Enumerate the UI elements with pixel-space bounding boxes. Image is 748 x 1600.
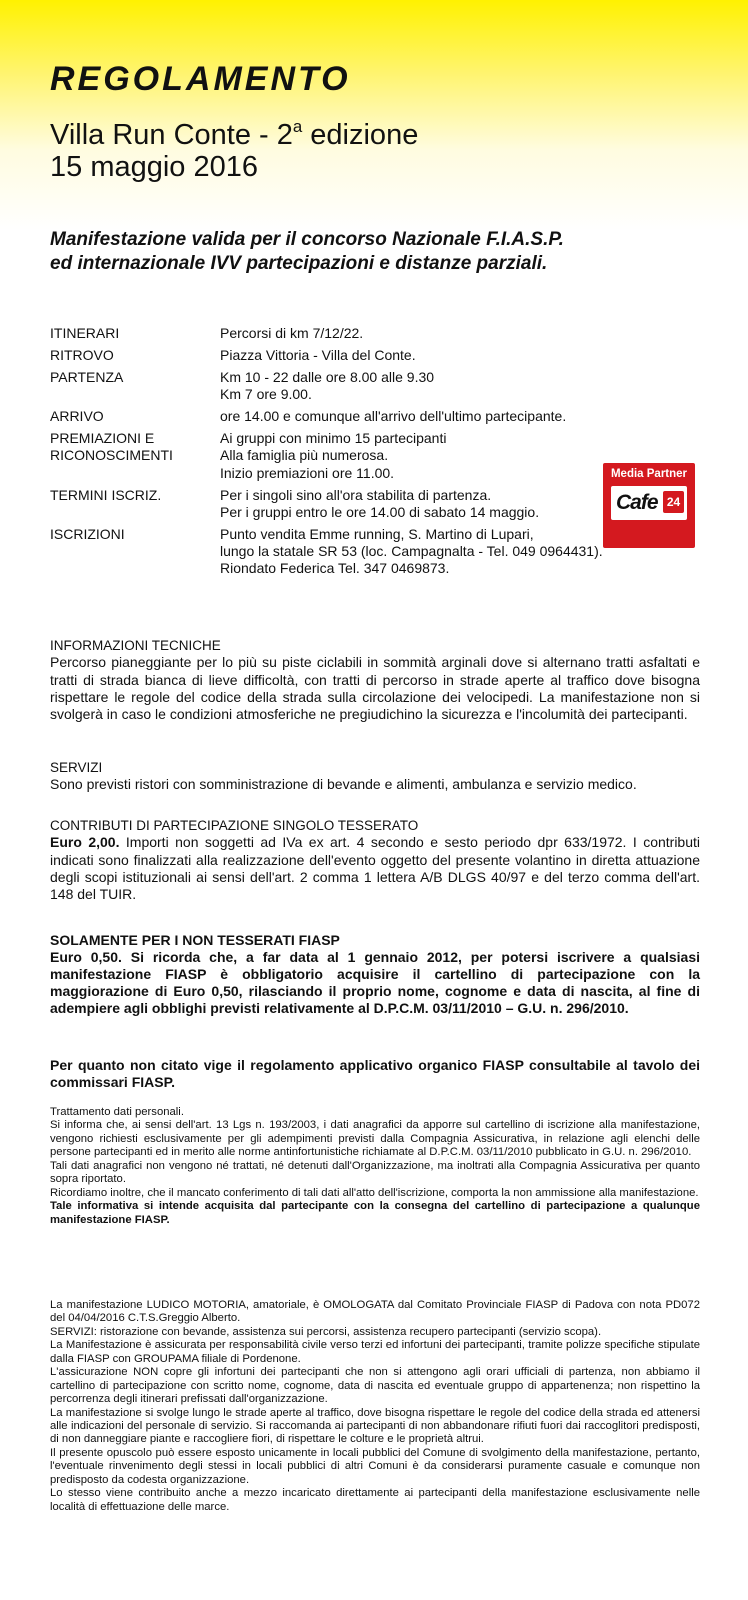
event-name-line (50, 118, 418, 151)
footer-note: La Manifestazione è assicurata per responsabilità civile verso terzi ed infortuni dei partecipanti, tramite polizze specifiche stipulate dalla FIASP con GROUPAMA filiale di Pordenone. (50, 1339, 700, 1365)
info-label (50, 347, 220, 364)
privacy-paragraph: Tali dati anagrafici non vengono né trattati, né detenuti dall'Organizzazione, ma inoltrati alla Compagnia Assicurativa per quanto sopra riportato. (50, 1159, 700, 1186)
info-value (220, 347, 700, 364)
footer-note: L'assicurazione NON copre gli infortuni dei partecipanti che non si attengono agli orari ufficiali di partenza, non abbiamo il cartellino di partecipazione con scritto nome, cognome, data di nascita ed eventuale gruppo di appartenenza; non rispettino la percorrenza degli itinerari prefissati dall'organizzazione. (50, 1366, 700, 1406)
label-line: PREMIAZIONI E (50, 430, 155, 447)
privacy-paragraph: Ricordiamo inoltre, che il mancato conferimento di tali dati all'atto dell'iscrizione, comporta la non ammissione alla manifestazione. (50, 1186, 699, 1199)
info-row-ritrovo (50, 347, 700, 364)
footer-note: Il presente opuscolo può essere esposto unicamente in locali pubblici del Comune di svolgimento della manifestazione, pertanto, l'eventuale rinvenimento degli stessi in locali pubblici di altri Comuni è da considerarsi puramente casuale e comunque non predisposto da codesta organizzazione. (50, 1446, 700, 1486)
value-line: Inizio premiazioni ore 11.00. (220, 464, 395, 481)
section-body (50, 834, 700, 902)
cafe24-logo-number: 24 (663, 491, 684, 513)
value-line: Riondato Federica Tel. 347 0469873. (220, 559, 450, 576)
cafe24-logo (611, 486, 687, 520)
footer-notes (50, 1299, 700, 1514)
label-line: ARRIVO (50, 408, 104, 425)
validity-line-2: ed internazionale IVV partecipazioni e distanze parziali. (50, 253, 548, 275)
value-line: Punto vendita Emme running, S. Martino di Lupari, (220, 525, 534, 542)
edition-word: edizione (302, 118, 419, 151)
edition-superscript: a (292, 117, 303, 136)
info-label (50, 430, 220, 481)
info-row-partenza (50, 369, 700, 403)
privacy-paragraph: Si informa che, ai sensi dell'art. 13 Lgs n. 193/2003, i dati anagrafici da apporre sul cartellino di iscrizione alla manifestazione, vengono richiesti esclusivamente per gli adempimenti previsti dalla Compagnia Assicurativa, in relazione agli elenchi delle persone partecipanti ed in merito alle norme antinfortunistiche richiamate al D.P.C.M. 03/11/2010 pubblicato in G.U. n. 296/2010. (50, 1119, 700, 1159)
value-line: Percorsi di km 7/12/22. (220, 325, 364, 341)
info-value (220, 369, 700, 403)
section-body: Euro 0,50. Si ricorda che, a far data al 1 gennaio 2012, per potersi iscrivere a qualsiasi manifestazione FIASP è obbligatorio acquisire il cartellino di partecipazione con la maggiorazione di Euro 0,50, rilasciando il proprio nome, cognome e data di nascita, al fine di adempiere agli obblighi previsti relativamente al D.P.C.M. 03/11/2010 – G.U. n. 296/2010. (50, 949, 700, 1017)
footer-note: SERVIZI: ristorazione con bevande, assistenza sui percorsi, assistenza recupero partecipanti (servizio scopa). (50, 1325, 602, 1338)
value-line: Per i gruppi entro le ore 14.00 di sabato 14 maggio. (220, 503, 540, 520)
info-row-itinerari (50, 325, 700, 342)
section-contributi (50, 818, 700, 903)
section-heading: SOLAMENTE PER I NON TESSERATI FIASP (50, 932, 340, 948)
section-heading: CONTRIBUTI DI PARTECIPAZIONE SINGOLO TESSERATO (50, 818, 419, 833)
value-line: Km 7 ore 9.00. (220, 386, 312, 403)
event-date: 15 maggio 2016 (50, 151, 258, 184)
info-row-arrivo (50, 408, 700, 425)
footer-note: La manifestazione si svolge lungo le strade aperte al traffico, dove bisogna rispettare le regole del codice della strada ed attenersi alle indicazioni del personale di servizio. Si raccomanda ai partecipanti di non abbandonare rifiuti fuori dai raccoglitori predisposti, di non danneggiare piante e raccogliere fiori, di rispettare le colture e le proprietà altrui. (50, 1406, 700, 1446)
value-line: Km 10 - 22 dalle ore 8.00 alle 9.30 (220, 369, 435, 386)
info-label (50, 487, 220, 521)
value-line: Ai gruppi con minimo 15 partecipanti (220, 430, 447, 447)
privacy-paragraph: Trattamento dati personali. (50, 1106, 184, 1118)
event-header (50, 118, 418, 184)
section-servizi (50, 760, 700, 794)
section-non-tesserati (50, 932, 700, 1017)
event-name: Villa Run Conte - 2 (50, 118, 293, 151)
info-label (50, 526, 220, 577)
info-label (50, 408, 220, 425)
info-value (220, 325, 700, 342)
info-label (50, 369, 220, 403)
info-label (50, 325, 220, 342)
contributo-amount: Euro 2,00. (50, 834, 120, 851)
media-partner-label: Media Partner (610, 468, 688, 480)
validity-statement (50, 228, 700, 276)
document-title: REGOLAMENTO (50, 60, 351, 98)
label-line: RICONOSCIMENTI (50, 447, 173, 464)
label-line: ITINERARI (50, 325, 120, 341)
info-value (220, 408, 700, 425)
regolamento-note (50, 1057, 700, 1091)
value-line: Alla famiglia più numerosa. (220, 447, 389, 464)
value-line: Per i singoli sino all'ora stabilita di partenza. (220, 486, 492, 503)
value-line: Piazza Vittoria - Villa del Conte. (220, 347, 416, 364)
validity-line-1: Manifestazione valida per il concorso Nazionale F.I.A.S.P. (50, 229, 564, 250)
label-line: RITROVO (50, 347, 114, 364)
label-line: TERMINI ISCRIZ. (50, 486, 162, 503)
media-partner-badge (603, 463, 695, 548)
value-line: lungo la statale SR 53 (loc. Campagnalta - Tel. 049 0964431). (220, 542, 603, 559)
regolamento-note-text: Per quanto non citato vige il regolamento applicativo organico FIASP consultabile al tavolo dei commissari FIASP. (50, 1057, 700, 1091)
privacy-paragraph-bold: Tale informativa si intende acquisita dal partecipante con la consegna del cartellino di partecipazione a qualunque manifestazione FIASP. (50, 1200, 700, 1226)
contributo-text: Importi non soggetti ad IVa ex art. 4 secondo e sesto periodo dpr 633/1972. I contributi indicati sono finalizzati alla realizzazione dell'evento oggetto del presente volantino in diretta attuazione degli scopi istituzionali ai sensi dell'art. 2 comma 1 lettera A/B DLGS 40/97 e del terzo comma dell'art. 148 del TUIR. (50, 834, 700, 902)
label-line: ISCRIZIONI (50, 525, 125, 542)
label-line: PARTENZA (50, 369, 124, 386)
cafe24-logo-text: Cafe (616, 491, 658, 514)
value-line: ore 14.00 e comunque all'arrivo dell'ultimo partecipante. (220, 408, 567, 425)
section-body: Percorso pianeggiante per lo più su piste ciclabili in sommità arginali dove si alternano tratti asfaltati e tratti di strada bianca di lieve difficoltà, con tratti di percorso in strade aperte al traffico dove bisogna rispettare le regole del codice della strada sulla circolazione dei velocipedi. La manifestazione non si svolgerà in caso le condizioni atmosferiche ne pregiudichino la sicurezza e l'incolumità dei partecipanti. (50, 654, 700, 722)
section-body: Sono previsti ristori con somministrazione di bevande e alimenti, ambulanza e servizio medico. (50, 776, 637, 793)
section-heading: SERVIZI (50, 760, 103, 775)
section-heading: INFORMAZIONI TECNICHE (50, 638, 221, 653)
privacy-notice (50, 1106, 700, 1227)
footer-note: Lo stesso viene contribuito anche a mezzo incaricato direttamente ai partecipanti della manifestazione esclusivamente nelle località di effettuazione delle marce. (50, 1487, 700, 1513)
footer-note: La manifestazione LUDICO MOTORIA, amatoriale, è OMOLOGATA dal Comitato Provinciale FIASP di Padova con nota PD072 del 04/04/2016 C.T.S.Greggio Alberto. (50, 1299, 700, 1325)
section-info-tecniche (50, 638, 700, 723)
